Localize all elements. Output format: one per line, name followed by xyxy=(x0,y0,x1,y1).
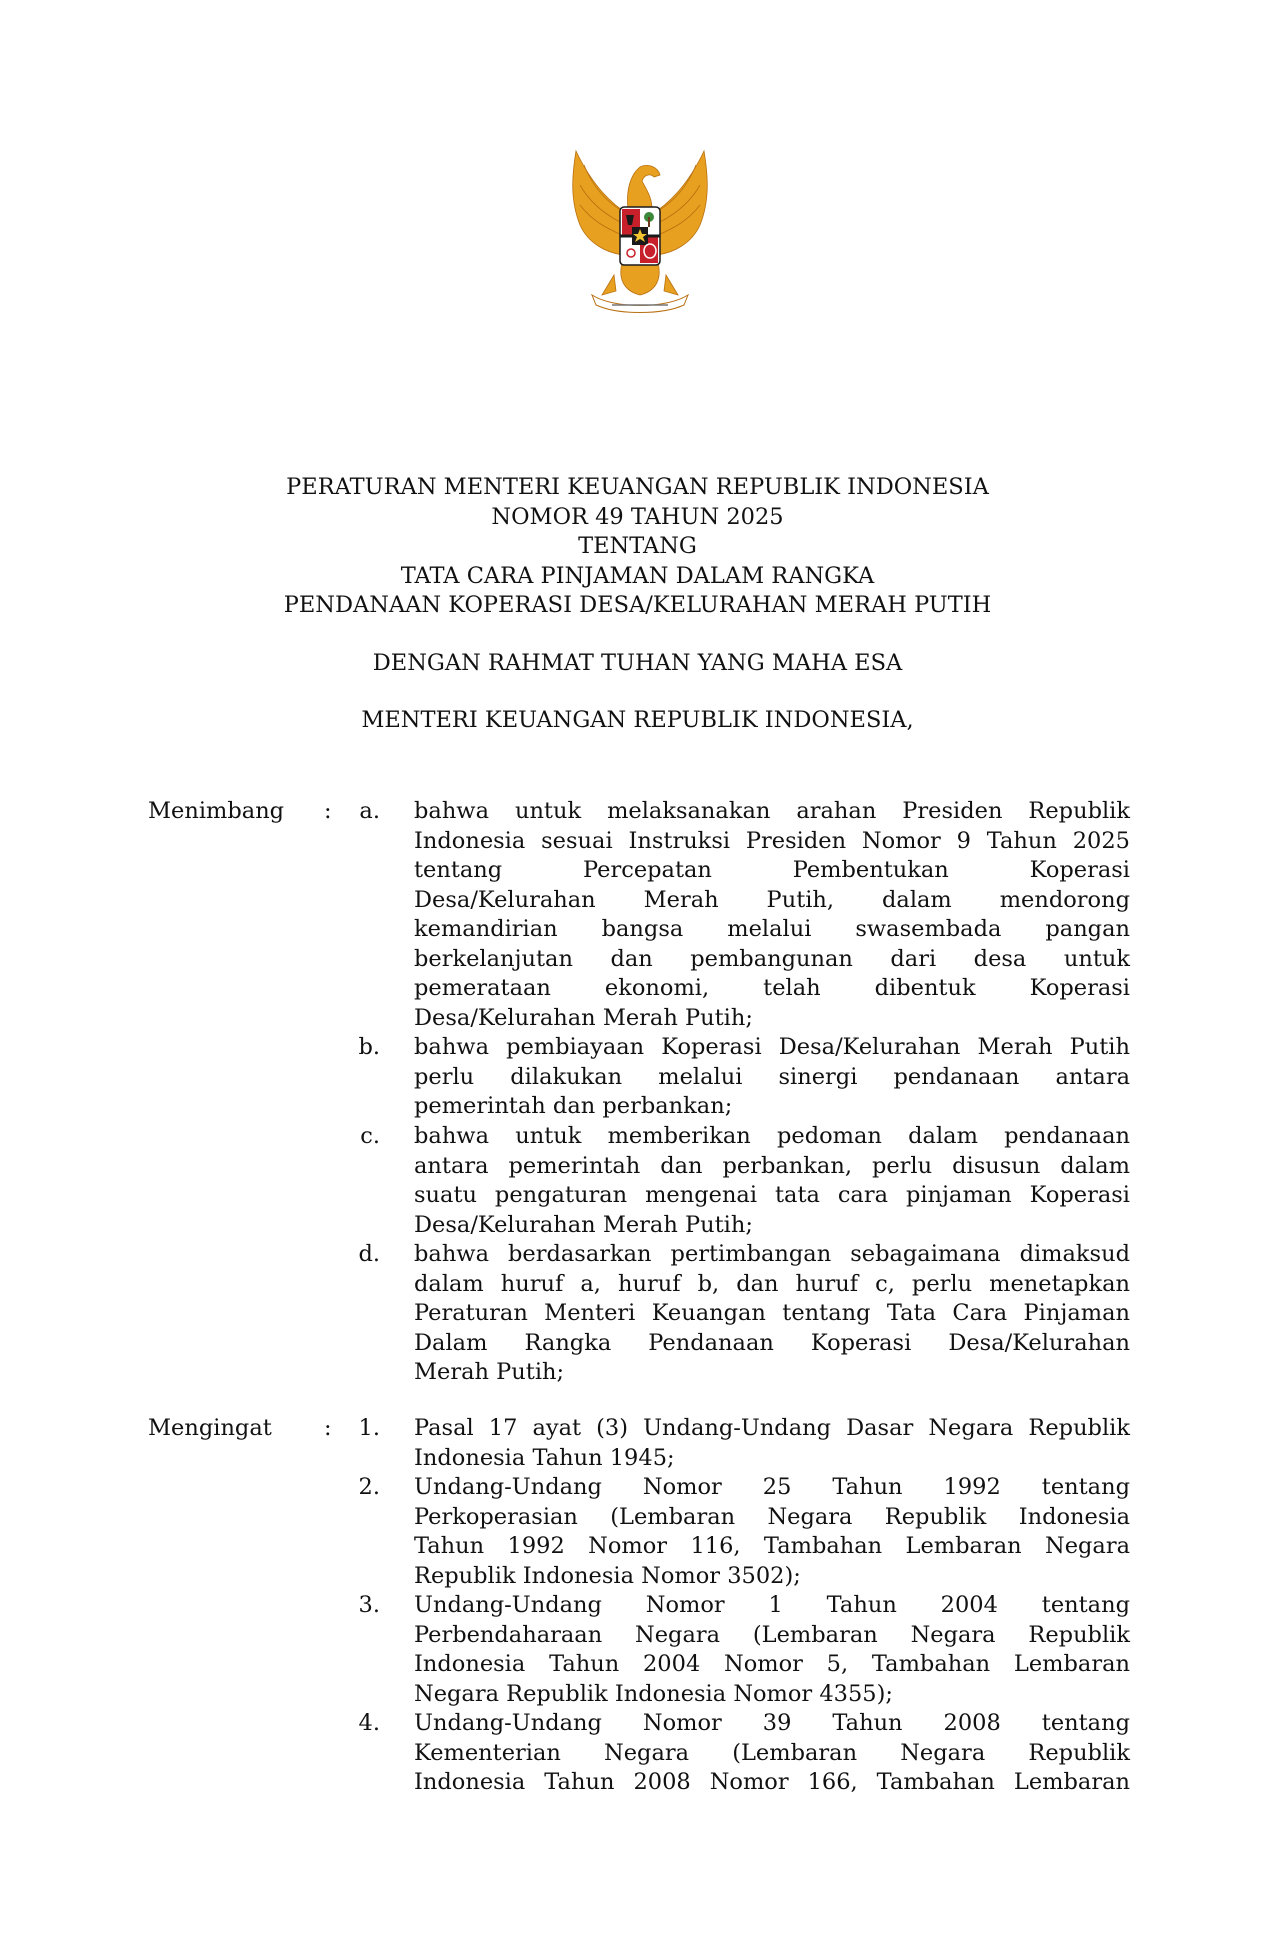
text-line: Tahun 1992 Nomor 116, Tambahan Lembaran Negara xyxy=(414,1533,1130,1559)
title-line: TENTANG xyxy=(578,533,697,559)
text-line: kemandirian bangsa melalui swasembada pangan xyxy=(414,916,1130,942)
text-line: dalam huruf a, huruf b, dan huruf c, perlu menetapkan xyxy=(414,1270,1130,1297)
text-line: bahwa untuk melaksanakan arahan Presiden Republik xyxy=(414,798,1130,824)
title-line: TATA CARA PINJAMAN DALAM RANGKA xyxy=(400,562,875,589)
text-line: Indonesia Tahun 2004 Nomor 5, Tambahan Lembaran xyxy=(414,1651,1130,1677)
text-line: suatu pengaturan mengenai tata cara pinjaman Koperasi xyxy=(414,1182,1130,1208)
item-text xyxy=(414,1709,1130,1798)
text-line: Undang-Undang Nomor 25 Tahun 1992 tentang xyxy=(414,1474,1130,1500)
text-line: antara pemerintah dan perbankan, perlu disusun dalam xyxy=(414,1152,1130,1179)
text-line: Perkoperasian (Lembaran Negara Republik Indonesia xyxy=(414,1503,1130,1530)
text-line: Dalam Rangka Pendanaan Koperasi Desa/Kelurahan xyxy=(414,1329,1130,1356)
menimbang-label: Menimbang xyxy=(148,798,285,824)
text-line: Merah Putih; xyxy=(414,1359,565,1385)
text-line: Pasal 17 ayat (3) Undang-Undang Dasar Negara Republik xyxy=(414,1415,1130,1441)
text-line: Desa/Kelurahan Merah Putih, dalam mendorong xyxy=(414,886,1130,913)
text-line: Undang-Undang Nomor 39 Tahun 2008 tentang xyxy=(414,1710,1130,1736)
item-marker: 4. xyxy=(358,1710,380,1736)
item-marker: 2. xyxy=(358,1474,380,1500)
mengingat-colon: : xyxy=(324,1415,332,1441)
document-title-block xyxy=(0,473,1275,736)
text-line: Perbendaharaan Negara (Lembaran Negara Republik xyxy=(414,1621,1130,1648)
text-line: Negara Republik Indonesia Nomor 4355); xyxy=(414,1680,893,1707)
text-line: Peraturan Menteri Keuangan tentang Tata Cara Pinjaman xyxy=(414,1300,1130,1326)
item-text xyxy=(414,1122,1130,1240)
text-line: Indonesia Tahun 2008 Nomor 166, Tambahan Lembaran xyxy=(414,1769,1130,1795)
item-text xyxy=(414,1591,1130,1709)
text-line: Desa/Kelurahan Merah Putih; xyxy=(414,1211,753,1238)
item-text xyxy=(414,1033,1130,1122)
invocation-text: DENGAN RAHMAT TUHAN YANG MAHA ESA xyxy=(372,649,903,676)
title-line: PERATURAN MENTERI KEUANGAN REPUBLIK INDONESIA xyxy=(286,474,989,500)
item-marker: 1. xyxy=(358,1415,380,1441)
title-line: PENDANAAN KOPERASI DESA/KELURAHAN MERAH PUTIH xyxy=(283,592,992,618)
text-line: perlu dilakukan melalui sinergi pendanaan antara xyxy=(414,1063,1130,1090)
mengingat-label: Mengingat xyxy=(148,1415,272,1441)
item-text xyxy=(414,797,1130,1033)
item-marker: b. xyxy=(358,1034,380,1060)
item-text xyxy=(414,1473,1130,1591)
text-line: bahwa berdasarkan pertimbangan sebagaimana dimaksud xyxy=(414,1241,1130,1267)
text-line: berkelanjutan dan pembangunan dari desa untuk xyxy=(414,945,1130,972)
text-line: Indonesia sesuai Instruksi Presiden Nomor 9 Tahun 2025 xyxy=(414,827,1130,854)
title-line: NOMOR 49 TAHUN 2025 xyxy=(491,503,784,530)
text-line: pemerintah dan perbankan; xyxy=(414,1093,733,1119)
garuda-emblem-icon xyxy=(562,145,718,315)
text-line: bahwa untuk memberikan pedoman dalam pendanaan xyxy=(414,1123,1130,1149)
menimbang-colon: : xyxy=(324,798,332,824)
text-line: Desa/Kelurahan Merah Putih; xyxy=(414,1004,753,1031)
text-line: pemerataan ekonomi, telah dibentuk Koperasi xyxy=(414,975,1130,1001)
text-line: Undang-Undang Nomor 1 Tahun 2004 tentang xyxy=(414,1592,1130,1618)
item-marker: 3. xyxy=(358,1592,380,1618)
text-line: Indonesia Tahun 1945; xyxy=(414,1444,675,1471)
minister-title: MENTERI KEUANGAN REPUBLIK INDONESIA, xyxy=(361,707,914,733)
text-line: Kementerian Negara (Lembaran Negara Republik xyxy=(414,1739,1130,1766)
item-marker: d. xyxy=(358,1241,380,1267)
text-line: tentang Percepatan Pembentukan Koperasi xyxy=(414,857,1130,883)
text-line: Republik Indonesia Nomor 3502); xyxy=(414,1562,801,1589)
text-line: bahwa pembiayaan Koperasi Desa/Kelurahan Merah Putih xyxy=(414,1034,1130,1060)
item-marker: a. xyxy=(359,798,380,824)
item-marker: c. xyxy=(360,1123,380,1149)
item-text xyxy=(414,1414,1130,1473)
item-text xyxy=(414,1240,1130,1388)
